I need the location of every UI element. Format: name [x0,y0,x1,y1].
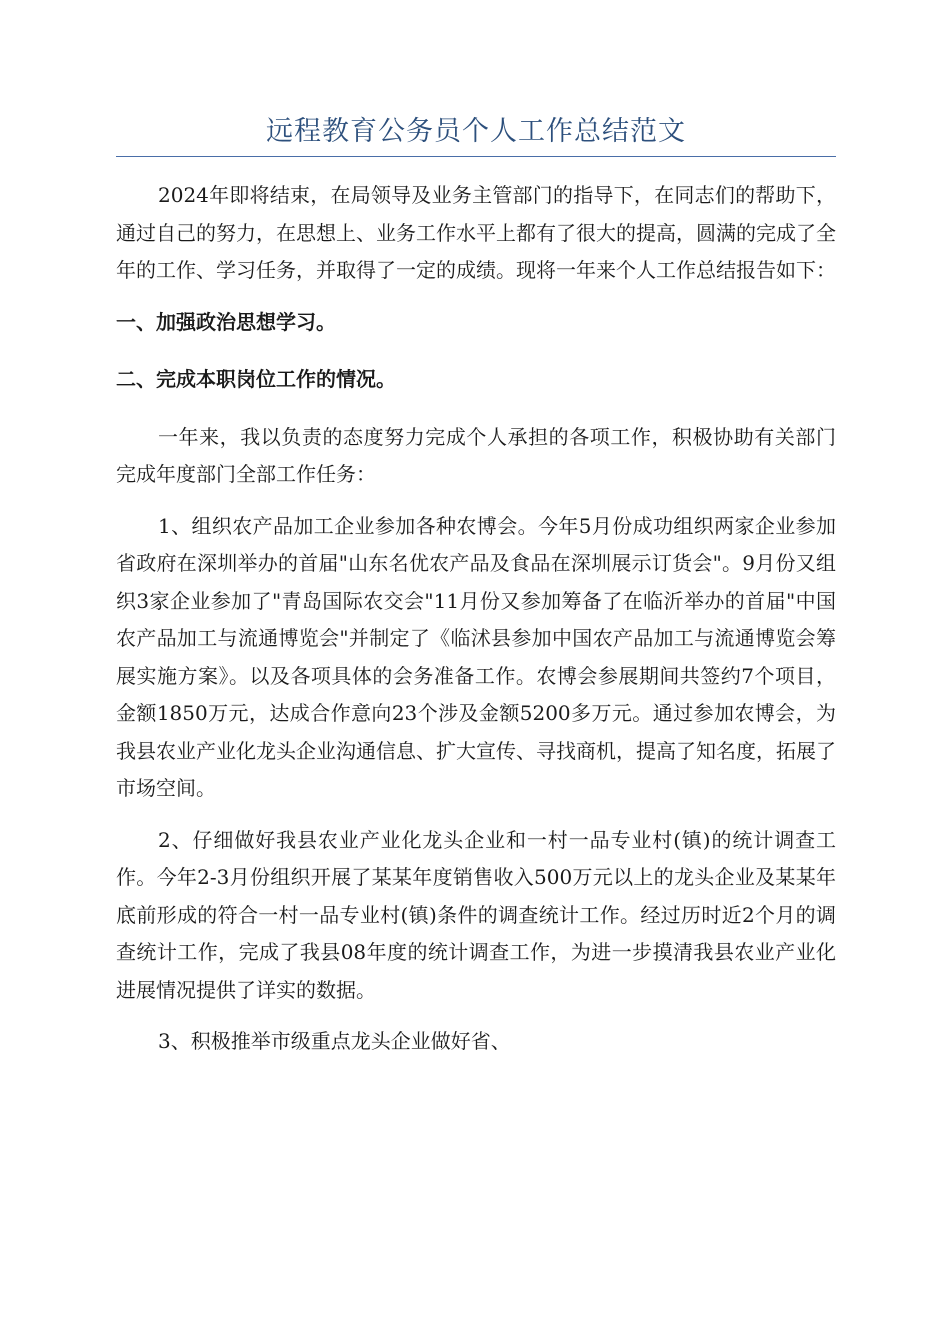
section-heading-1: 一、加强政治思想学习。 [116,309,336,334]
intro-paragraph: 2024年即将结束，在局领导及业务主管部门的指导下，在同志们的帮助下，通过自己的努力，在思想上、业务工作水平上都有了很大的提高，圆满的完成了全年的工作、学习任务，并取得了一定的成绩。现将一年来个人工作总结报告如下： [116,183,836,282]
section-heading-2: 二、完成本职岗位工作的情况。 [116,367,396,391]
document-title: 远程教育公务员个人工作总结范文 [266,116,686,147]
section-2-intro: 一年来，我以负责的态度努力完成个人承担的各项工作，积极协助有关部门完成年度部门全部工作任务： [116,424,836,486]
document-page [116,110,836,1075]
item-3-paragraph: 3、积极推举市级重点龙头企业做好省、 [158,1029,511,1053]
title-underline [116,156,836,157]
item-2-paragraph: 2、仔细做好我县农业产业化龙头企业和一村一品专业村(镇)的统计调查工作。今年2-3月份组织开展了某某年度销售收入500万元以上的龙头企业及某某年底前形成的符合一村一品专业村(镇)条件的调查统计工作。经过历时近2个月的调查统计工作，完成了我县08年度的统计调查工作，为进一步摸清我县农业产业化进展情况提供了详实的数据。 [116,827,836,1002]
item-1-paragraph: 1、组织农产品加工企业参加各种农博会。今年5月份成功组织两家企业参加省政府在深圳举办的首届"山东名优农产品及食品在深圳展示订货会"。9月份又组织3家企业参加了"青岛国际农交会"11月份又参加筹备了在临沂举办的首届"中国农产品加工与流通博览会"并制定了《临沭县参加中国农产品加工与流通博览会筹展实施方案》。以及各项具体的会务准备工作。农博会参展期间共签约7个项目，金额1850万元，达成合作意向23个涉及金额5200多万元。通过参加农博会，为我县农业产业化龙头企业沟通信息、扩大宣传、寻找商机，提高了知名度，拓展了市场空间。 [116,513,836,800]
